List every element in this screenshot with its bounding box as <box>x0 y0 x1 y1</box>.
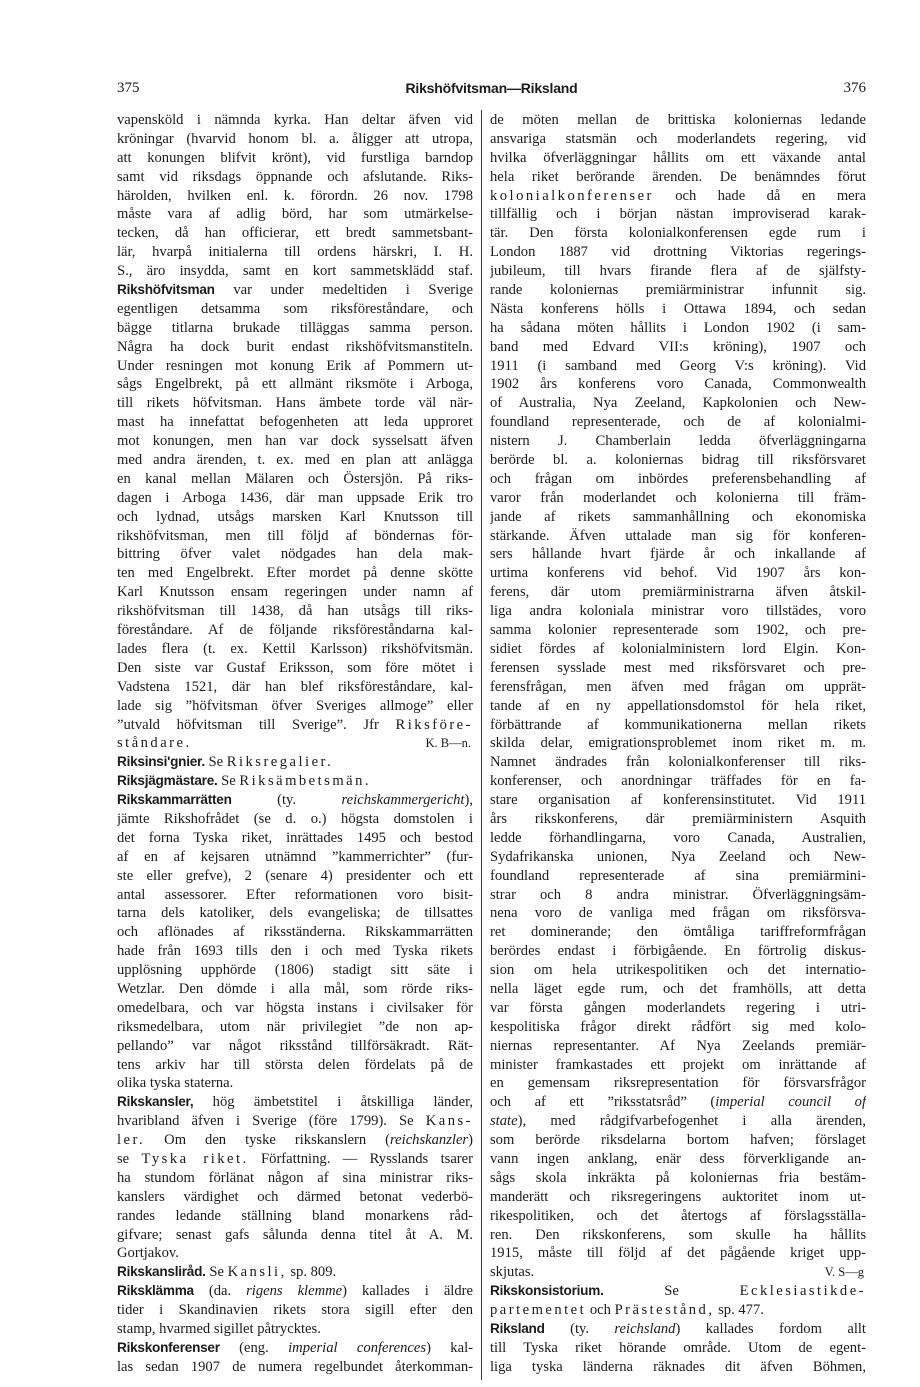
text-line: foundland representerade af sina premiärmini- <box>490 867 866 884</box>
text-line <box>490 1320 866 1339</box>
text-line: sion om hela utrikespolitiken och det internatio- <box>490 962 866 979</box>
entry-headword: Riksinsi'gnier. <box>117 754 205 770</box>
body-text: Se <box>204 754 227 771</box>
body-text: ”utvald höfvitsman till Sverige”. Jfr <box>117 716 396 733</box>
text-line: tider i Skandinavien rikets stora sigill efter den <box>117 1302 473 1319</box>
body-text: ) kallades fordom allt <box>675 1321 866 1337</box>
body-text: Gortjakov. <box>117 1245 179 1262</box>
foreign-term: state <box>490 1113 518 1130</box>
text-line: Vadstena 1521, där han blef riksföreståndare, kal- <box>117 678 473 695</box>
text-line: Namnet ändrades från kolonialkonferenser till riks- <box>490 754 866 771</box>
body-text: ) <box>468 1132 473 1149</box>
text-line: berördes endast i förbigående. En förtrolig diskus- <box>490 943 866 960</box>
text-line <box>117 281 473 300</box>
cross-reference: Prästestånd, <box>614 1302 715 1319</box>
text-line: ferensfrågan, men äfven med frågan om upprät- <box>490 678 866 695</box>
body-text: sp. 809. <box>286 1264 337 1281</box>
body-text: Se <box>217 773 240 790</box>
text-line: minister framkastades ett projekt om inrättande af <box>490 1056 866 1073</box>
text-line <box>117 734 473 753</box>
cross-reference: Riksföre- <box>395 716 473 733</box>
body-text: Om den tyske rikskanslern ( <box>145 1132 391 1149</box>
text-line: bägge titlarna brukade tilläggas samma person. <box>117 319 473 336</box>
cross-reference: Riksämbetsmän. <box>239 773 372 790</box>
text-line: att konungen blifvit krönt), vid furstliga barndop <box>117 149 473 166</box>
foreign-term: reichskanzler <box>390 1132 469 1149</box>
text-line: band med Edvard VII:s kröning), 1907 och <box>490 338 866 355</box>
cross-reference: Ecklesiastikde- <box>739 1283 866 1300</box>
text-line: randes ledande ställning bland monarkens råd- <box>117 1207 473 1224</box>
text-line: niernas representanter. Af Nya Zeelands premiär- <box>490 1037 866 1054</box>
foreign-term: reichsland <box>614 1321 676 1337</box>
entry-headword: Rikskonsistorium. <box>490 1283 604 1299</box>
line-text <box>117 734 192 753</box>
text-line: ansvariga statsmän och moderlandets regering, vid <box>490 130 866 147</box>
body-text: (ty. <box>231 792 342 809</box>
text-line: ste eller grefve), 2 (senare 4) presidenter och ett <box>117 867 473 884</box>
text-line <box>490 1282 866 1301</box>
body-text: ) kal- <box>426 1339 473 1356</box>
text-line: vann ingen anklang, enär dess förverkligande an- <box>490 1150 866 1167</box>
text-line: dagen i Arboga 1436, där man uppsade Erik tro <box>117 489 473 506</box>
text-line: tecken, då han officierar, ett bredt sammetsbant- <box>117 225 473 242</box>
text-line: Några ha dock burit endast rikshöfvitsmanstiteln. <box>117 338 473 355</box>
text-line: varor från moderlandet och kolonierna till främ- <box>490 489 866 506</box>
page-number-left: 375 <box>117 80 140 96</box>
text-line: stare organisation af konferensinstitutet. Vid 1911 <box>490 792 866 809</box>
text-line: liga tyska länderna räknades dit äfven Böhmen, <box>490 1358 866 1375</box>
text-line: jubileum, till hvars firande flera af de själfsty- <box>490 263 866 280</box>
text-line: urtima konferens vid behof. Vid 1907 års kon- <box>490 565 866 582</box>
entry-headword: Riksland <box>490 1321 545 1336</box>
text-line: lades flera (t. ex. Kettil Karlsson) rikshöfvitsmän. <box>117 640 473 657</box>
cross-reference: partementet <box>490 1302 587 1319</box>
text-line: 1915, måste till följd af det pågående kriget upp- <box>490 1245 866 1262</box>
text-line <box>117 1282 473 1301</box>
entry-headword: Rikshöfvitsman <box>117 282 215 298</box>
body-text: och hade då en mera <box>653 187 866 204</box>
text-line <box>117 1339 473 1358</box>
text-line: ha sådana möten hållits i London 1902 (i sam- <box>490 319 866 336</box>
body-text: ), med rådgifvarbefogenhet i alla ärenden, <box>517 1113 866 1130</box>
body-text: se <box>117 1150 142 1167</box>
body-text: var under medeltiden i Sverige <box>214 282 473 299</box>
text-line: konferenser, och anordningar träffades för en fa- <box>490 773 866 790</box>
text-line: tär. Den första kolonialkonferensen egde rum i <box>490 225 866 242</box>
body-text: (ty. <box>544 1321 615 1337</box>
text-line: 1902 års konferens voro Canada, Commonwealth <box>490 376 866 393</box>
text-line: som berörde riksdelarna bortom hafven; förslaget <box>490 1132 866 1149</box>
text-line: härolden, hvilken enl. k. förordn. 26 nov. 1798 <box>117 187 473 204</box>
text-line: egentligen detsamma som riksföreståndare, och <box>117 300 473 317</box>
text-line: måste vara af adlig börd, har som utmärkelse- <box>117 206 473 223</box>
cross-reference: Tyska riket. <box>141 1150 249 1167</box>
body-text: stamp, hvarmed sigillet påtrycktes. <box>117 1321 321 1337</box>
text-line: ren. Den rikskonferens, som skulle ha hållits <box>490 1226 866 1243</box>
body-text: sp. 477. <box>714 1302 764 1319</box>
text-line: ledde förhandlingarna, voro Canada, Australien, <box>490 829 866 846</box>
text-line: nella läget egde rum, och det framhölls, att detta <box>490 980 866 997</box>
text-line: och lydnad, utsågs marsken Karl Knutsson till <box>117 508 473 525</box>
text-line <box>117 1320 473 1339</box>
text-line: nena voro de vanliga med frågan om riksförsva- <box>490 905 866 922</box>
page-number-right: 376 <box>843 80 866 96</box>
text-line: förbättrande af kommunikationerna mellan rikets <box>490 716 866 733</box>
text-line: stärkande. Äfven uttalade man sig för konferen- <box>490 527 866 544</box>
text-line: lär, hvarpå initialerna till ordens härskri, I. H. <box>117 244 473 261</box>
text-line: mast ha innefattat befogenheten att leda upproret <box>117 414 473 431</box>
body-text: Se <box>603 1283 740 1300</box>
text-line <box>117 791 473 810</box>
text-line: det forna Tyska riket, inrättades 1495 och bestod <box>117 829 473 846</box>
text-line <box>117 1150 473 1169</box>
text-line <box>117 1244 473 1263</box>
text-line: tens arkiv har till största delen fördelats på de <box>117 1056 473 1073</box>
text-line: tillfällig och i början nästan improviserad karak- <box>490 206 866 223</box>
text-line <box>117 1074 473 1093</box>
text-line: hvilka öfverläggningar hållits om ett växande antal <box>490 149 866 166</box>
text-line: de möten mellan de brittiska koloniernas ledande <box>490 112 866 128</box>
text-line: och aflönades af riksständerna. Rikskammarrätten <box>117 924 473 941</box>
text-line: vapensköld i nämnda kyrka. Han deltar äfven vid <box>117 112 473 128</box>
line-text <box>490 1263 534 1282</box>
text-line: mot konungen, men han var dock sysselsatt äfven <box>117 433 473 450</box>
text-line: liga andra koloniala ministrar voro tillstädes, voro <box>490 603 866 620</box>
text-line: of Australia, Nya Zeeland, Kapkolonien och New- <box>490 395 866 412</box>
text-line: års rikskonferens, där premiärministern Asquith <box>490 810 866 827</box>
text-line <box>117 1131 473 1150</box>
text-line: Under resningen mot konung Erik af Pommern ut- <box>117 357 473 374</box>
cross-reference: Riksregalier. <box>226 754 334 771</box>
body-text: och af ett ”riksstatsråd” ( <box>490 1094 716 1111</box>
text-line <box>490 1112 866 1131</box>
foreign-term: imperial council of <box>715 1094 866 1111</box>
text-line: till Tyska riket hörande område. Utom de egent- <box>490 1339 866 1356</box>
foreign-term: imperial conferences <box>288 1339 427 1356</box>
text-line: skilda delar, emigrationsproblemet inom riket m. m. <box>490 735 866 752</box>
text-line <box>490 1263 866 1282</box>
text-line: Nästa konferens hölls i Ottawa 1894, och sedan <box>490 300 866 317</box>
text-line: ha stundom förlänat någon af sina ministrar riks- <box>117 1169 473 1186</box>
text-line: samma kolonier representerade som 1902, och pre- <box>490 622 866 639</box>
text-line: foundland representerade, och de af kolonialmi- <box>490 414 866 431</box>
entry-headword: Riksklämma <box>117 1283 194 1299</box>
text-line: Den siste var Gustaf Eriksson, som före mötet i <box>117 659 473 676</box>
text-line: sågs Engelbrekt, på ett allmänt riksmöte i Arboga, <box>117 376 473 393</box>
text-line: hade från 1693 tills den i och med Tyska rikets <box>117 943 473 960</box>
entry-headword: Rikskonferenser <box>117 1339 220 1355</box>
body-text: ) kallades i äldre <box>342 1283 473 1300</box>
text-line: sers hållande hvart fjärde år och inkallande af <box>490 546 866 563</box>
body-text: Se <box>205 1264 228 1281</box>
text-line: jämte Rikshofrådet (se d. o.) högsta domstolen i <box>117 810 473 827</box>
text-line: sidiet fördes af kolonialministern lord Elgin. Kon- <box>490 640 866 657</box>
text-line: kespolitiska frågor direkt rådfört sig med kolo- <box>490 1018 866 1035</box>
text-line <box>490 187 866 206</box>
text-column-right <box>490 111 866 1377</box>
text-line: 1911 (i samband med Georg V:s kröning). Vid <box>490 357 866 374</box>
text-line: bittring öfver valet nödgades han dela mak- <box>117 546 473 563</box>
text-line: Wetzlar. Den dömde i alla mål, som rörde riks- <box>117 980 473 997</box>
foreign-term: rigens klemme <box>246 1283 343 1300</box>
text-line: riksmedelbara, utom när privilegiet ”de non ap- <box>117 1018 473 1035</box>
text-line: gifvare; senast gafs sålunda denna titel åt A. M. <box>117 1226 473 1243</box>
text-line: rikshöfvitsman, men till följd af böndernas för- <box>117 527 473 544</box>
text-line <box>117 1263 473 1282</box>
text-line: Sydafrikanska unionen, Nya Zeeland och New- <box>490 848 866 865</box>
text-line <box>490 1301 866 1320</box>
text-line: hela riket berörande ärenden. De benämndes förut <box>490 168 866 185</box>
text-line: upplösning upphörde (1806) stadigt sitt säte i <box>117 962 473 979</box>
entry-headword: Rikskansliråd. <box>117 1264 206 1280</box>
text-line: kröningar (hvarvid honom bl. a. åligger att utropa, <box>117 130 473 147</box>
text-line <box>117 1112 473 1131</box>
text-column-left <box>117 111 473 1377</box>
entry-headword: Rikskammarrätten <box>117 792 232 808</box>
body-text: skjutas. <box>490 1264 535 1281</box>
text-line: ret dominerande; den ömtåliga tariffreformfrågan <box>490 924 866 941</box>
cross-reference: kolonialkonferenser <box>490 187 654 204</box>
text-line: tarna dels katoliker, dels evangeliska; de tillsattes <box>117 905 473 922</box>
text-line: sågs skola inkräkta på koloniernas fria bestäm- <box>490 1169 866 1186</box>
text-line: samt vid riksdags öppnande och afslutande. Riks- <box>117 168 473 185</box>
body-text: Författning. — Rysslands tsarer <box>248 1150 473 1167</box>
text-line: manderätt och riksregeringens auktoritet inom ut- <box>490 1188 866 1205</box>
text-line: nistern J. Chamberlain ledda öfverläggningarna <box>490 433 866 450</box>
text-line: till rikets höfvitsman. Hans ämbete torde väl när- <box>117 395 473 412</box>
body-text: (da. <box>193 1283 247 1300</box>
text-line: med andra ärenden, t. ex. med en plan att anlägga <box>117 452 473 469</box>
text-line: berörde bl. a. koloniernas bidrag till riksförsvaret <box>490 452 866 469</box>
author-signature: V. S—g <box>824 1265 864 1280</box>
author-signature: K. B—n. <box>425 736 471 751</box>
foreign-term: reichskammergericht <box>341 792 465 809</box>
text-line: ferensen sysslade mest med riksförsvaret och pre- <box>490 659 866 676</box>
text-line <box>117 772 473 791</box>
cross-reference: ler. <box>117 1132 146 1149</box>
text-line: lade sig ”höfvitsman öfver Sveriges allmoge” eller <box>117 697 473 714</box>
cross-reference: Kansli, <box>227 1264 287 1281</box>
text-line: antal assessorer. Efter reformationen voro bisit- <box>117 886 473 903</box>
text-line <box>490 1093 866 1112</box>
text-line: Karl Knutsson ensam regeringen under namn af <box>117 584 473 601</box>
text-line: London 1887 vid drottning Viktorias regerings- <box>490 244 866 261</box>
column-divider <box>481 110 482 1380</box>
entry-headword: Riksjägmästare. <box>117 773 218 789</box>
text-line: pellando” var något riksstånd tillförsäkradt. Rät- <box>117 1037 473 1054</box>
text-line: af en af kejsaren utnämnd ”kammerrichter” (fur- <box>117 848 473 865</box>
body-text: hvaribland äfven i Sverige (före 1799). Se <box>117 1113 426 1130</box>
text-line: las sedan 1907 de numera regelbundet återkomman- <box>117 1358 473 1375</box>
cross-reference: ståndare. <box>117 735 192 752</box>
entry-headword: Rikskansler, <box>117 1094 194 1110</box>
text-line: rikespolitiken, och det återtogs af förslagsställa- <box>490 1207 866 1224</box>
text-line: omedelbara, och var högsta instans i civilsaker för <box>117 999 473 1016</box>
text-line: föreståndare. Af de följande riksföreståndarna kal- <box>117 622 473 639</box>
text-line <box>117 753 473 772</box>
body-text: ), <box>464 792 473 809</box>
text-line: rikshöfvitsman till 1438, då han utsågs till riks- <box>117 603 473 620</box>
text-line: och frågan om inbördes preferensbehandling af <box>490 470 866 487</box>
text-line: en kanal mellan Mälaren och Östersjön. På riks- <box>117 470 473 487</box>
text-line: ferens, där utom premiärministrarna äfven åtskil- <box>490 584 866 601</box>
body-text: och <box>586 1302 615 1319</box>
text-line: var första gången moderlandets regering i utri- <box>490 999 866 1016</box>
running-head: Rikshöfvitsman—Riksland <box>405 80 578 96</box>
body-text: (eng. <box>219 1339 289 1356</box>
cross-reference: Kans- <box>425 1113 473 1130</box>
text-line: jande af rikets sammanhållning och ekonomiska <box>490 508 866 525</box>
text-line: tande af en ny appellationsdomstol för hela riket, <box>490 697 866 714</box>
text-line: rande koloniernas premiärministrar infunnit sig. <box>490 282 866 299</box>
text-line: strar och 8 andra ministrar. Öfverläggningsäm- <box>490 886 866 903</box>
text-line: ten med Engelbrekt. Efter mordet på denne skötte <box>117 565 473 582</box>
text-line: en gemensam riksrepresentation för försvarsfrågor <box>490 1075 866 1092</box>
text-line: S., äro insydda, samt en kort sammetsklädd staf. <box>117 263 473 280</box>
text-line: kanslers värdighet och därmed betonat vederbö- <box>117 1188 473 1205</box>
body-text: olika tyska staterna. <box>117 1075 234 1092</box>
text-line <box>117 716 473 735</box>
body-text: hög ämbetstitel i åtskilliga länder, <box>193 1094 473 1111</box>
text-line <box>117 1093 473 1112</box>
